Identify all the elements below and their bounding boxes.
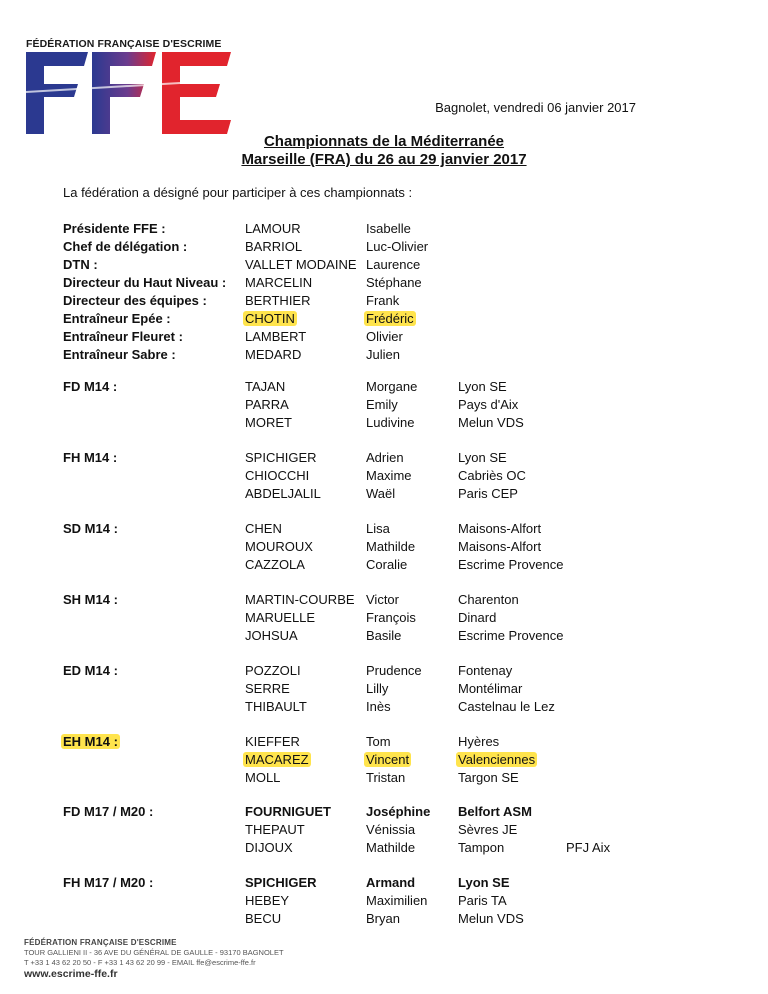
athlete-last-name: THEPAUT bbox=[245, 822, 305, 837]
staff-last-name: VALLET MODAINE bbox=[245, 257, 357, 272]
athlete-club: Paris TA bbox=[458, 893, 507, 908]
team-clubs bbox=[458, 874, 524, 928]
athlete-last-name: KIEFFER bbox=[245, 734, 300, 749]
athlete-first-name: Victor bbox=[366, 592, 399, 607]
staff-first-name: Laurence bbox=[366, 257, 421, 272]
athlete-first-name-highlighted: Vincent bbox=[366, 752, 410, 767]
athlete-club: Escrime Provence bbox=[458, 557, 564, 572]
athlete-last-name: POZZOLI bbox=[245, 663, 301, 678]
team-last-names bbox=[245, 591, 355, 645]
logo-org-name: FÉDÉRATION FRANÇAISE D'ESCRIME bbox=[26, 38, 222, 50]
athlete-first-name: Mathilde bbox=[366, 840, 416, 855]
athlete-first-name: Prudence bbox=[366, 663, 422, 678]
staff-roles bbox=[63, 220, 226, 364]
athlete-first-name: Tom bbox=[366, 734, 391, 749]
athlete-club: Lyon SE bbox=[458, 379, 507, 394]
team-label: FD M17 / M20 : bbox=[63, 804, 154, 819]
team-first-names bbox=[366, 520, 415, 574]
staff-first-name: Stéphane bbox=[366, 275, 422, 290]
team-last-names bbox=[245, 520, 313, 574]
staff-last-name: MARCELIN bbox=[245, 275, 313, 290]
staff-last-name-highlighted: CHOTIN bbox=[245, 311, 295, 326]
staff-role: Présidente FFE : bbox=[63, 221, 166, 236]
team-last-names bbox=[245, 449, 321, 503]
athlete-club-highlighted: Valenciennes bbox=[458, 752, 536, 767]
ffe-logo bbox=[26, 52, 231, 134]
staff-role: Directeur des équipes : bbox=[63, 293, 207, 308]
athlete-first-name: Tristan bbox=[366, 770, 406, 785]
athlete-last-name-highlighted: MACAREZ bbox=[245, 752, 309, 767]
athlete-first-name: François bbox=[366, 610, 416, 625]
athlete-last-name: SPICHIGER bbox=[245, 875, 317, 890]
team-last-names bbox=[245, 803, 331, 857]
team-label: FD M14 : bbox=[63, 379, 118, 394]
team-last-names bbox=[245, 733, 311, 787]
staff-last-name: BERTHIER bbox=[245, 293, 311, 308]
team-first-names bbox=[366, 733, 411, 787]
staff-last-name: LAMBERT bbox=[245, 329, 307, 344]
team-last-names bbox=[245, 378, 292, 432]
athlete-first-name: Ludivine bbox=[366, 415, 415, 430]
athlete-last-name: CHIOCCHI bbox=[245, 468, 310, 483]
team-last-names bbox=[245, 874, 317, 928]
staff-first-name: Isabelle bbox=[366, 221, 411, 236]
athlete-club: Melun VDS bbox=[458, 415, 524, 430]
athlete-extra-club: PFJ Aix bbox=[566, 840, 611, 855]
team-label-highlighted: EH M14 : bbox=[63, 734, 118, 749]
athlete-club: Charenton bbox=[458, 592, 519, 607]
athlete-first-name: Emily bbox=[366, 397, 398, 412]
staff-first-name: Luc-Olivier bbox=[366, 239, 429, 254]
staff-role: Chef de délégation : bbox=[63, 239, 188, 254]
footer-contact: T +33 1 43 62 20 50 - F +33 1 43 62 20 99 - EMAIL ffe@escrime-ffe.fr bbox=[24, 958, 256, 967]
staff-role: Entraîneur Sabre : bbox=[63, 347, 176, 362]
staff-first-names bbox=[366, 220, 428, 364]
athlete-first-name: Waël bbox=[366, 486, 396, 501]
staff-role: DTN : bbox=[63, 257, 98, 272]
athlete-first-name: Joséphine bbox=[366, 804, 431, 819]
athlete-first-name: Lilly bbox=[366, 681, 389, 696]
athlete-last-name: CAZZOLA bbox=[245, 557, 305, 572]
document-title: Championnats de la Méditerranée bbox=[263, 133, 505, 150]
athlete-first-name: Coralie bbox=[366, 557, 408, 572]
team-label: SD M14 : bbox=[63, 521, 118, 536]
athlete-club: Dinard bbox=[458, 610, 497, 625]
athlete-last-name: MARTIN-COURBE bbox=[245, 592, 355, 607]
staff-last-name: BARRIOL bbox=[245, 239, 303, 254]
team-first-names bbox=[366, 662, 422, 716]
team-first-names bbox=[366, 874, 427, 928]
athlete-last-name: MOLL bbox=[245, 770, 281, 785]
team-label: FH M14 : bbox=[63, 450, 118, 465]
staff-last-name: MEDARD bbox=[245, 347, 302, 362]
staff-first-name: Frank bbox=[366, 293, 400, 308]
athlete-last-name: CHEN bbox=[245, 521, 282, 536]
athlete-first-name: Vénissia bbox=[366, 822, 416, 837]
team-clubs bbox=[458, 378, 524, 432]
team-clubs bbox=[458, 803, 532, 857]
document-subtitle: Marseille (FRA) du 26 au 29 janvier 2017 bbox=[241, 151, 527, 168]
staff-role: Entraîneur Fleuret : bbox=[63, 329, 183, 344]
athlete-club: Belfort ASM bbox=[458, 804, 532, 819]
staff-role: Directeur du Haut Niveau : bbox=[63, 275, 227, 290]
athlete-club: Cabriès OC bbox=[458, 468, 526, 483]
athlete-club: Maisons-Alfort bbox=[458, 521, 542, 536]
team-clubs bbox=[458, 591, 563, 645]
team-first-names bbox=[366, 449, 412, 503]
athlete-first-name: Lisa bbox=[366, 521, 390, 536]
athlete-last-name: THIBAULT bbox=[245, 699, 307, 714]
team-clubs bbox=[458, 662, 555, 716]
athlete-club: Montélimar bbox=[458, 681, 523, 696]
athlete-club: Castelnau le Lez bbox=[458, 699, 555, 714]
athlete-first-name: Mathilde bbox=[366, 539, 416, 554]
athlete-last-name: JOHSUA bbox=[245, 628, 298, 643]
athlete-last-name: PARRA bbox=[245, 397, 289, 412]
athlete-club: Paris CEP bbox=[458, 486, 518, 501]
athlete-club: Melun VDS bbox=[458, 911, 524, 926]
staff-first-name: Olivier bbox=[366, 329, 403, 344]
team-clubs bbox=[458, 449, 526, 503]
team-clubs bbox=[458, 733, 537, 787]
athlete-club: Fontenay bbox=[458, 663, 513, 678]
athlete-club: Escrime Provence bbox=[458, 628, 564, 643]
athlete-last-name: FOURNIGUET bbox=[245, 804, 331, 819]
footer-website-link[interactable]: www.escrime-ffe.fr bbox=[24, 968, 118, 980]
footer-org-name: FÉDÉRATION FRANÇAISE D'ESCRIME bbox=[24, 938, 177, 947]
athlete-first-name: Inès bbox=[366, 699, 391, 714]
athlete-first-name: Maximilien bbox=[366, 893, 428, 908]
athlete-club: Lyon SE bbox=[458, 875, 510, 890]
athlete-club: Maisons-Alfort bbox=[458, 539, 542, 554]
athlete-club: Hyères bbox=[458, 734, 500, 749]
athlete-club: Sèvres JE bbox=[458, 822, 518, 837]
athlete-last-name: TAJAN bbox=[245, 379, 286, 394]
team-last-names bbox=[245, 662, 307, 716]
team-label: FH M17 / M20 : bbox=[63, 875, 154, 890]
athlete-last-name: MARUELLE bbox=[245, 610, 316, 625]
athlete-first-name: Armand bbox=[366, 875, 416, 890]
staff-role: Entraîneur Epée : bbox=[63, 311, 171, 326]
athlete-last-name: HEBEY bbox=[245, 893, 290, 908]
intro-text: La fédération a désigné pour participer à ces championnats : bbox=[63, 185, 413, 200]
athlete-last-name: BECU bbox=[245, 911, 282, 926]
athlete-club: Targon SE bbox=[458, 770, 519, 785]
athlete-last-name: ABDELJALIL bbox=[245, 486, 321, 501]
team-label: ED M14 : bbox=[63, 663, 118, 678]
date-line: Bagnolet, vendredi 06 janvier 2017 bbox=[435, 100, 636, 115]
athlete-first-name: Bryan bbox=[366, 911, 400, 926]
athlete-first-name: Adrien bbox=[366, 450, 404, 465]
athlete-last-name: SPICHIGER bbox=[245, 450, 317, 465]
team-clubs bbox=[458, 520, 563, 574]
staff-last-name: LAMOUR bbox=[245, 221, 301, 236]
athlete-last-name: MOUROUX bbox=[245, 539, 313, 554]
staff-first-name-highlighted: Frédéric bbox=[366, 311, 414, 326]
athlete-first-name: Basile bbox=[366, 628, 402, 643]
athlete-club: Tampon bbox=[458, 840, 505, 855]
athlete-first-name: Maxime bbox=[366, 468, 412, 483]
athlete-first-name: Morgane bbox=[366, 379, 418, 394]
athlete-club: Pays d'Aix bbox=[458, 397, 519, 412]
athlete-last-name: DIJOUX bbox=[245, 840, 293, 855]
athlete-last-name: SERRE bbox=[245, 681, 290, 696]
athlete-club: Lyon SE bbox=[458, 450, 507, 465]
team-label: SH M14 : bbox=[63, 592, 118, 607]
athlete-last-name: MORET bbox=[245, 415, 292, 430]
staff-first-name: Julien bbox=[366, 347, 400, 362]
staff-last-names bbox=[245, 220, 357, 364]
team-first-names bbox=[366, 378, 417, 432]
team-first-names bbox=[366, 591, 416, 645]
footer-address: TOUR GALLIENI II - 36 AVE DU GÉNÉRAL DE GAULLE - 93170 BAGNOLET bbox=[24, 948, 284, 957]
team-first-names bbox=[366, 803, 430, 857]
